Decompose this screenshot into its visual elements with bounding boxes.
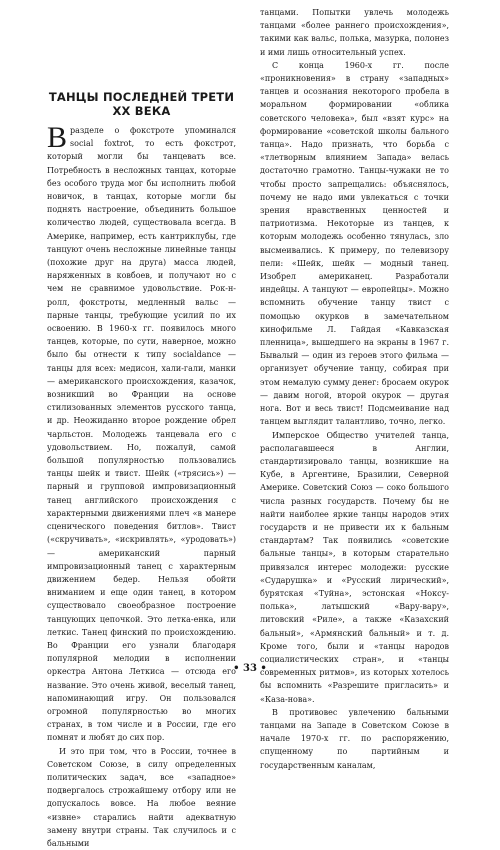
paragraph: Имперское Общество учителей танца, располагавшееся в Англии, стандартизировало танцы, возникшие на Кубе, в Аргентине, Бразилии, Северной Америке. Советский Союз — соко большого числа разных государств. Почему бы не найти наиболее яркие танцы народов этих государств и не привести их к бальным стандартам? Так появились «советские бальные танцы», в которым старательно привязался интерес молодежи: русские «Сударушка» и «Русский лирический», бурятская «Туйна», эстонская «Ноксу-полька», латышский «Вару-вару», литовский «Риле», а также «Казахский бальный», «Армянский бальный» и т. д. Кроме того, были и «танцы народов социалистических стран», и «танцы современных ритмов», из которых хотелось бы вспомнить «Разрешите пригласить» и «Каза-нова». [260,430,449,704]
paragraph: танцами. Попытки увлечь молодежь танцами «более раннего происхождения», такими как вальс, полька, мазурка, полонез и ими лишь относительный успех. [260,8,449,57]
paragraph: С конца 1960-х гг. после «проникновения» в страну «западных» танцев и осознания некоторого пробела в моральном формировании «облика советского человека», был «взят курс» на формирование «советской школы бального танца». Надо признать, что борьба с «тлетворным влиянием Запада» велась достаточно грамотно. Танцы-чужаки не то чтобы просто запрещались: объяснялось, почему не надо ими увлекаться с точки зрения нравственных ценностей и патриотизма. Некоторые из танцев, к которым молодежь особенно тянулась, зло высмеивались. К примеру, по телевизору пели: «Шейк, шейк — модный танец. Изобрел американец. Разработали индейцы. А танцуют — европейцы». Можно вспомнить обучение танцу твист с помощью окурков в замечательном кинофильме Л. Гайдая «Кавказская пленница», вышедшего на экраны в 1967 г. Бывалый — один из героев этого фильма — организует обучение танцу, собирая при этом немалую сумму денег: бросаем окурок — давим ногой, второй окурок — другая нога. Вот и весь твист! Подсмеивание над танцем выглядит талантливо, точно, легко. [260,60,449,427]
paragraph [47,121,236,745]
paragraph: И это при том, что в России, точнее в Советском Союзе, в силу определенных политических задач, все «западное» подвергалось строжайшему отбору или не допускалось вовсе. На любое веяние «извне» старались найти адекватную замену внутри страны. Так случилось и с бальными [47,746,236,848]
chapter-title-line-1: ТАНЦЫ ПОСЛЕДНЕЙ ТРЕТИ [48,90,235,104]
left-column [47,121,236,848]
chapter-title-line-2: XX ВЕКА [112,104,171,118]
page-number: • 33 • [233,663,267,674]
paragraph-text: разделе о фокстроте упоминался social foxtrot, то есть фокстрот, который могли бы танцевать все. Потребность в несложных танцах, которые без особого труда мог бы исполнить любой новичок, в танцах, которые могли бы поднять настроение, объединить большое количество людей, существовала всегда. В Америке, например, есть кантриклубы, где танцуют очень несложные линейные танцы (похожие друг на друга) масса людей, наряженных в ковбоев, и получают но с чем не сравнимое удовольствие. Рок-н-ролл, фокстроты, медленный вальс — парные танцы, требующие усилий по их освоению. В 1960-х гг. появилось много танцев, которые, по сути, наверное, можно было бы отнести к типу socialdance — танцы для всех: медисон, хали-гали, манки — американского происхождения, казачок, возникший во Франции на основе стилизованных элементов русского танца, и др. Неожиданно второе рождение обрел чарльстон. Молодежь танцевала его с удовольствием. Но, пожалуй, самой большой популярностью пользовались танцы шейк и твист. Шейк («трясись») — парный и групповой импровизационный танец английского происхождения с характерными движениями плеч «в манере сценического поведения битлов». Твист («скручивать», «искривлять», «уродовать») — американский парный импровизационный танец с характерным движением бедер. Нельзя обойти вниманием и еще один танец, в котором существовало своеобразное построение танцующих цепочкой. Это летка-енка, или леткис. Танец финский по происхождению. Во Франции его узнали благодаря популярной мелодии в исполнении оркестра Антона Леткиса — отсюда его название. Это очень живой, веселый танец, напоминающий игру. Он пользовался огромной популярностью во многих странах, в том числе и в России, где его помнят и любят до сих пор. [47,126,236,743]
chapter-title [47,90,236,118]
paragraph: В противовес увлечению бальными танцами на Западе в Советском Союзе в начале 1970-х гг. по распоряжению, спущенному по партийным и государственным каналам, [260,707,449,770]
drop-cap: В [47,121,68,154]
right-column [260,6,449,770]
